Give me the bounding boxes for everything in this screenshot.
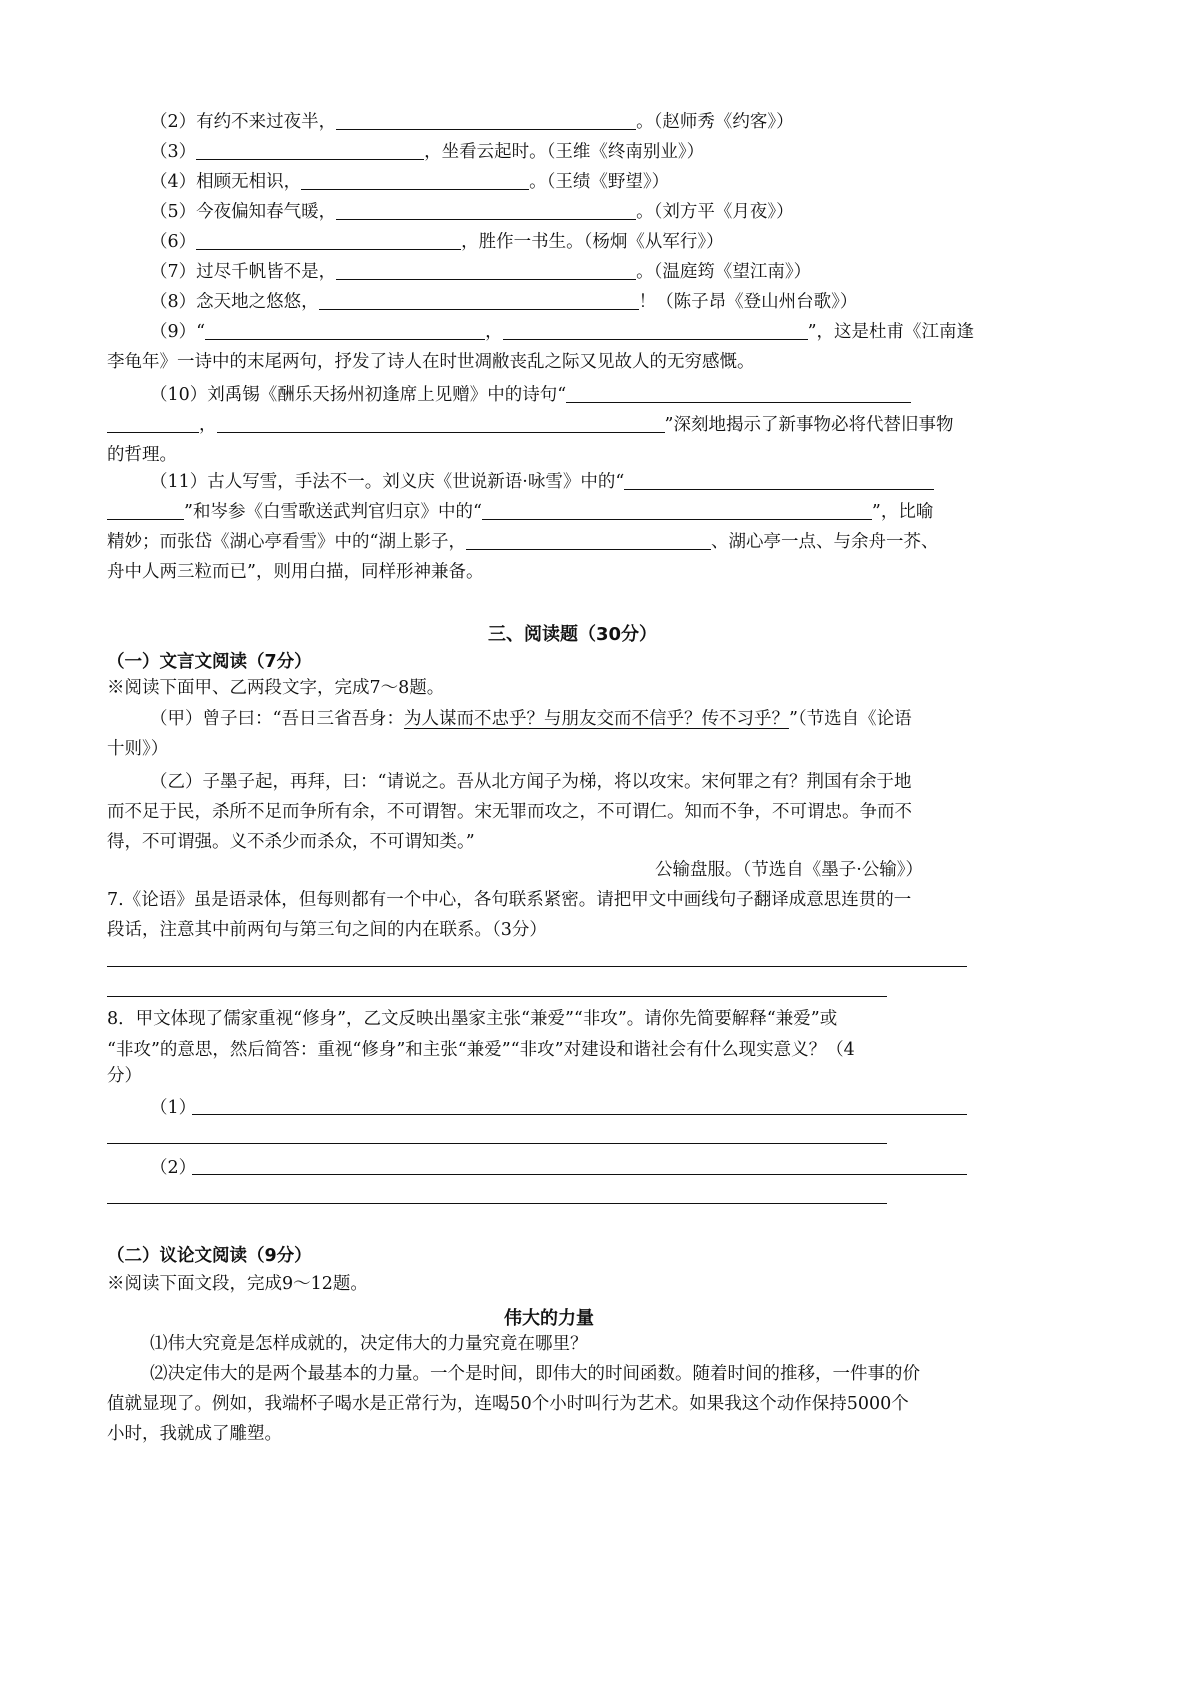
poem-line: 有约不来过夜半， bbox=[196, 112, 337, 132]
part-1-title: （一）文言文阅读（7分） bbox=[107, 652, 312, 672]
answer-line[interactable] bbox=[192, 1174, 967, 1175]
passage-yi-line2: 而不足于民，杀所不足而争所有余，不可谓智。宋无罪而攻之，不可谓仁。知而不争，不可谓忠。争而不 bbox=[107, 802, 912, 822]
passage-yi-line3: 得，不可谓强。义不杀少而杀众，不可谓知类。” bbox=[107, 832, 475, 852]
fill-in-question-4 bbox=[150, 170, 669, 194]
question-11-line2 bbox=[107, 500, 933, 524]
fill-in-question-7 bbox=[150, 260, 811, 284]
answer-blank[interactable] bbox=[196, 231, 461, 250]
comma: ， bbox=[485, 322, 503, 342]
essay-paragraph-2-line1: ⑵决定伟大的是两个最基本的力量。一个是时间，即伟大的时间函数。随着时间的推移，一件事的价 bbox=[150, 1364, 920, 1384]
question-number: （9） bbox=[150, 322, 197, 342]
answer-blank[interactable] bbox=[217, 414, 665, 433]
poem-source: 。（王绩《野望》） bbox=[529, 172, 670, 192]
question-11-continued: 舟中人两三粒而已”，则用白描，同样形神兼备。 bbox=[107, 562, 484, 582]
question-8-line3: 分） bbox=[107, 1066, 142, 1086]
question-10-continued: 的哲理。 bbox=[107, 445, 177, 465]
passage-yi-line1: （乙）子墨子起，再拜，曰：“请说之。吾从北方闻子为梯，将以攻宋。宋何罪之有？荆国有余于地 bbox=[150, 772, 912, 792]
passage-yi-source: 公输盘服。（节选自《墨子·公输》） bbox=[655, 860, 924, 880]
answer-blank[interactable] bbox=[336, 111, 636, 130]
question-number: （3） bbox=[150, 142, 197, 162]
essay-paragraph-2-line3: 小时，我就成了雕塑。 bbox=[107, 1424, 282, 1444]
answer-blank[interactable] bbox=[624, 471, 934, 490]
question-11-line3 bbox=[107, 530, 938, 554]
poem-line: 过尽千帆皆不是， bbox=[196, 262, 337, 282]
answer-blank[interactable] bbox=[205, 321, 485, 340]
passage-jia-continued: 十则》） bbox=[107, 739, 169, 759]
question-number: （11） bbox=[150, 472, 208, 492]
question-text: ”，比喻 bbox=[871, 502, 934, 522]
question-10-line2 bbox=[107, 413, 953, 437]
section-title: 三、阅读题（30分） bbox=[488, 624, 658, 645]
sub-number: （1） bbox=[150, 1098, 197, 1118]
answer-blank[interactable] bbox=[301, 171, 529, 190]
answer-line[interactable] bbox=[107, 966, 967, 967]
question-7-line1: 7.《论语》虽是语录体，但每则都有一个中心，各句联系紧密。请把甲文中画线句子翻译成意思连贯的一 bbox=[107, 890, 912, 910]
passage-jia bbox=[150, 707, 912, 731]
fill-in-question-5 bbox=[150, 200, 794, 224]
fill-in-question-10 bbox=[150, 383, 911, 407]
poem-line: 相顾无相识， bbox=[196, 172, 302, 192]
question-text: 古人写雪，手法不一。刘义庆《世说新语·咏雪》中的“ bbox=[207, 472, 625, 492]
fill-in-question-8 bbox=[150, 290, 857, 314]
question-text: ”和岑参《白雪歌送武判官归京》中的“ bbox=[184, 502, 482, 522]
poem-source: 。（温庭筠《望江南》） bbox=[636, 262, 812, 282]
part-2-instruction: ※阅读下面文段，完成9～12题。 bbox=[107, 1274, 368, 1294]
answer-line[interactable] bbox=[107, 1143, 887, 1144]
question-8-sub2 bbox=[150, 1156, 196, 1180]
part-2-title: （二）议论文阅读（9分） bbox=[107, 1246, 312, 1266]
answer-blank[interactable] bbox=[336, 201, 636, 220]
answer-blank[interactable] bbox=[482, 501, 872, 520]
question-9-continued: 李龟年》一诗中的末尾两句，抒发了诗人在时世凋敝丧乱之际又见故人的无穷感慨。 bbox=[107, 352, 755, 372]
poem-line: 念天地之悠悠， bbox=[196, 292, 319, 312]
comma: ， bbox=[199, 415, 217, 435]
fill-in-question-11 bbox=[150, 470, 934, 494]
open-quote: “ bbox=[196, 322, 206, 342]
question-number: （7） bbox=[150, 262, 197, 282]
poem-source: ，胜作一书生。（杨炯《从军行》） bbox=[461, 232, 724, 252]
question-text: 、湖心亭一点、与余舟一芥、 bbox=[710, 532, 939, 552]
answer-line[interactable] bbox=[107, 996, 887, 997]
answer-blank[interactable] bbox=[107, 414, 199, 433]
question-text: ”深刻地揭示了新事物必将代替旧事物 bbox=[664, 415, 954, 435]
answer-blank[interactable] bbox=[503, 321, 808, 340]
question-7-line2: 段话，注意其中前两句与第三句之间的内在联系。（3分） bbox=[107, 920, 547, 940]
essay-paragraph-2-line2: 值就显现了。例如，我端杯子喝水是正常行为，连喝50个小时叫行为艺术。如果我这个动作保持5000个 bbox=[107, 1394, 909, 1414]
fill-in-question-9 bbox=[150, 320, 974, 344]
question-text: 刘禹锡《酬乐天扬州初逢席上见赠》中的诗句“ bbox=[207, 385, 567, 405]
question-8-sub1 bbox=[150, 1096, 196, 1120]
answer-blank[interactable] bbox=[336, 261, 636, 280]
sub-number: （2） bbox=[150, 1158, 197, 1178]
poem-source: ！（陈子昂《登山州台歌》） bbox=[638, 292, 858, 312]
poem-source: 。（刘方平《月夜》） bbox=[636, 202, 794, 222]
question-text: 精妙；而张岱《湖心亭看雪》中的“湖上影子， bbox=[107, 532, 466, 552]
poem-source: ，坐看云起时。（王维《终南别业》） bbox=[424, 142, 705, 162]
answer-blank[interactable] bbox=[196, 141, 424, 160]
question-number: （5） bbox=[150, 202, 197, 222]
fill-in-question-3 bbox=[150, 140, 704, 164]
question-number: （8） bbox=[150, 292, 197, 312]
essay-title: 伟大的力量 bbox=[504, 1308, 594, 1329]
passage-text: ”（节选自《论语 bbox=[788, 709, 912, 729]
question-number: （4） bbox=[150, 172, 197, 192]
underlined-sentence: 为人谋而不忠乎？与朋友交而不信乎？传不习乎？ bbox=[403, 709, 789, 729]
answer-blank[interactable] bbox=[566, 384, 911, 403]
question-8-line2: “非攻”的意思，然后简答：重视“修身”和主张“兼爱”“非攻”对建设和谐社会有什么现实意义？（4 bbox=[107, 1040, 855, 1060]
answer-blank[interactable] bbox=[107, 501, 184, 520]
question-8-line1: 8．甲文体现了儒家重视“修身”，乙文反映出墨家主张“兼爱”“非攻”。请你先简要解释“兼爱”或 bbox=[107, 1009, 838, 1029]
poem-line: 今夜偏知春气暖， bbox=[196, 202, 337, 222]
passage-text: （甲）曾子曰：“吾日三省吾身： bbox=[150, 709, 404, 729]
fill-in-question-2 bbox=[150, 110, 794, 134]
answer-blank[interactable] bbox=[319, 291, 639, 310]
answer-line[interactable] bbox=[107, 1203, 887, 1204]
answer-blank[interactable] bbox=[466, 531, 711, 550]
question-number: （2） bbox=[150, 112, 197, 132]
question-number: （10） bbox=[150, 385, 208, 405]
fill-in-question-6 bbox=[150, 230, 724, 254]
answer-line[interactable] bbox=[192, 1114, 967, 1115]
poem-source: 。（赵师秀《约客》） bbox=[636, 112, 794, 132]
part-1-instruction: ※阅读下面甲、乙两段文字，完成7～8题。 bbox=[107, 678, 445, 698]
question-number: （6） bbox=[150, 232, 197, 252]
essay-paragraph-1: ⑴伟大究竟是怎样成就的，决定伟大的力量究竟在哪里？ bbox=[150, 1334, 588, 1354]
question-text: ”，这是杜甫《江南逢 bbox=[807, 322, 975, 342]
